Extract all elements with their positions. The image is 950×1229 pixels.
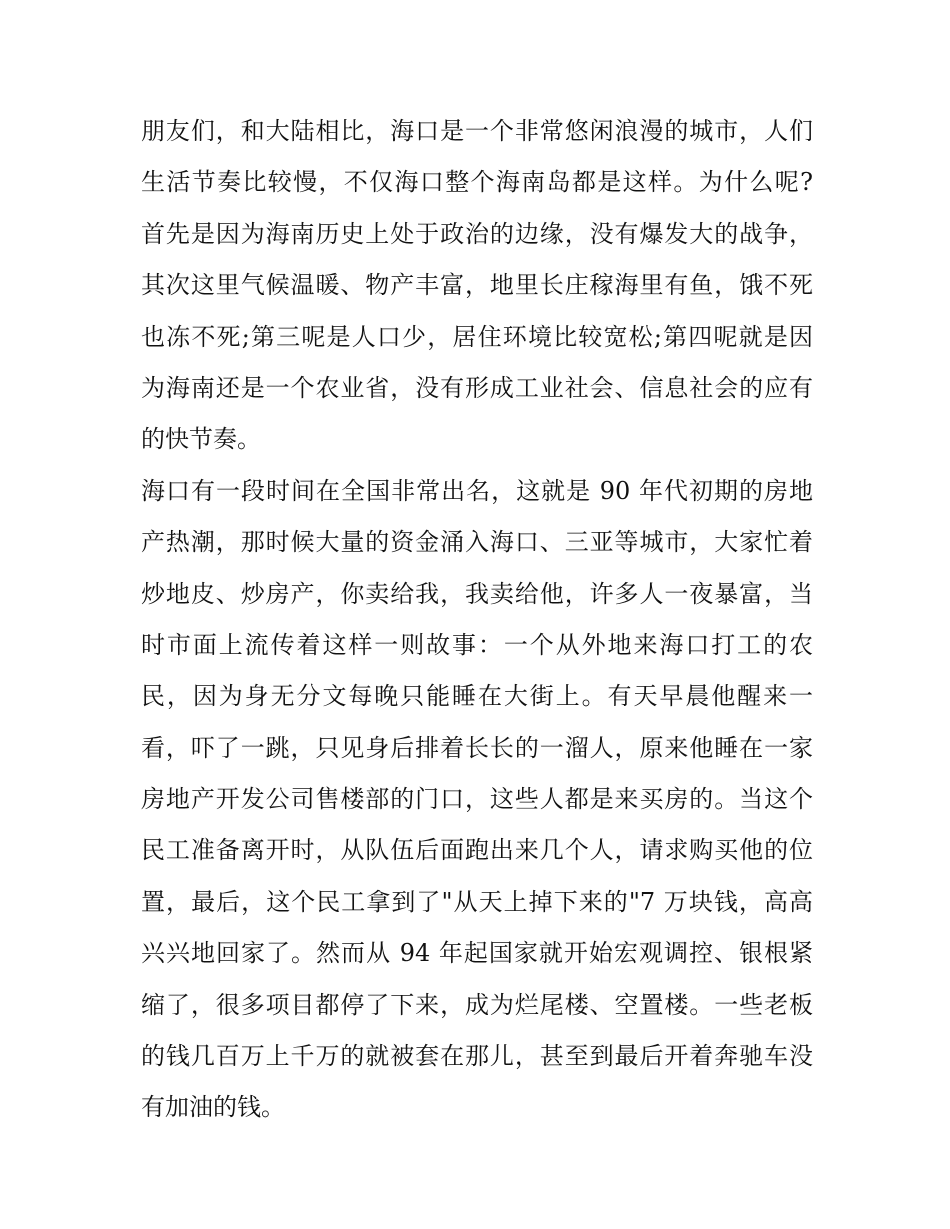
document-body xyxy=(141,106,813,1134)
text-line: 朋友们，和大陆相比，海口是一个非常悠闲浪漫的城市，人们 xyxy=(141,117,813,145)
paragraph-1 xyxy=(141,106,813,466)
text-line: 房地产开发公司售楼部的门口，这些人都是来买房的。当这个 xyxy=(141,785,813,814)
text-line: 炒地皮、炒房产，你卖给我，我卖给他，许多人一夜暴富，当 xyxy=(141,579,813,608)
text-line: 也冻不死;第三呢是人口少，居住环境比较宽松;第四呢就是因 xyxy=(141,322,813,351)
text-line: 民工准备离开时，从队伍后面跑出来几个人，请求购买他的位 xyxy=(141,836,813,865)
text-line: 兴兴地回家了。然而从 94 年起国家就开始宏观调控、银根紧 xyxy=(141,939,813,968)
text-line: 海口有一段时间在全国非常出名，这就是 90 年代初期的房地 xyxy=(141,476,813,505)
text-line: 时市面上流传着这样一则故事：一个从外地来海口打工的农 xyxy=(141,630,813,659)
text-line: 产热潮，那时候大量的资金涌入海口、三亚等城市，大家忙着 xyxy=(141,528,813,557)
text-line: 民，因为身无分文每晚只能睡在大街上。有天早晨他醒来一 xyxy=(141,682,813,711)
text-line: 为海南还是一个农业省，没有形成工业社会、信息社会的应有 xyxy=(141,373,813,402)
paragraph-2 xyxy=(141,466,813,1134)
text-line: 缩了，很多项目都停了下来，成为烂尾楼、空置楼。一些老板 xyxy=(141,990,813,1019)
text-line: 其次这里气候温暖、物产丰富，地里长庄稼海里有鱼，饿不死 xyxy=(141,271,813,300)
text-line: 置，最后，这个民工拿到了"从天上掉下来的"7 万块钱，高高 xyxy=(141,887,813,916)
text-line: 的钱几百万上千万的就被套在那儿，甚至到最后开着奔驰车没 xyxy=(141,1042,813,1071)
text-line: 的快节奏。 xyxy=(141,425,261,454)
text-line: 生活节奏比较慢，不仅海口整个海南岛都是这样。为什么呢? xyxy=(141,168,813,197)
text-line: 首先是因为海南历史上处于政治的边缘，没有爆发大的战争， xyxy=(141,219,813,248)
text-line: 有加油的钱。 xyxy=(141,1093,285,1122)
text-line: 看，吓了一跳，只见身后排着长长的一溜人，原来他睡在一家 xyxy=(141,733,813,762)
